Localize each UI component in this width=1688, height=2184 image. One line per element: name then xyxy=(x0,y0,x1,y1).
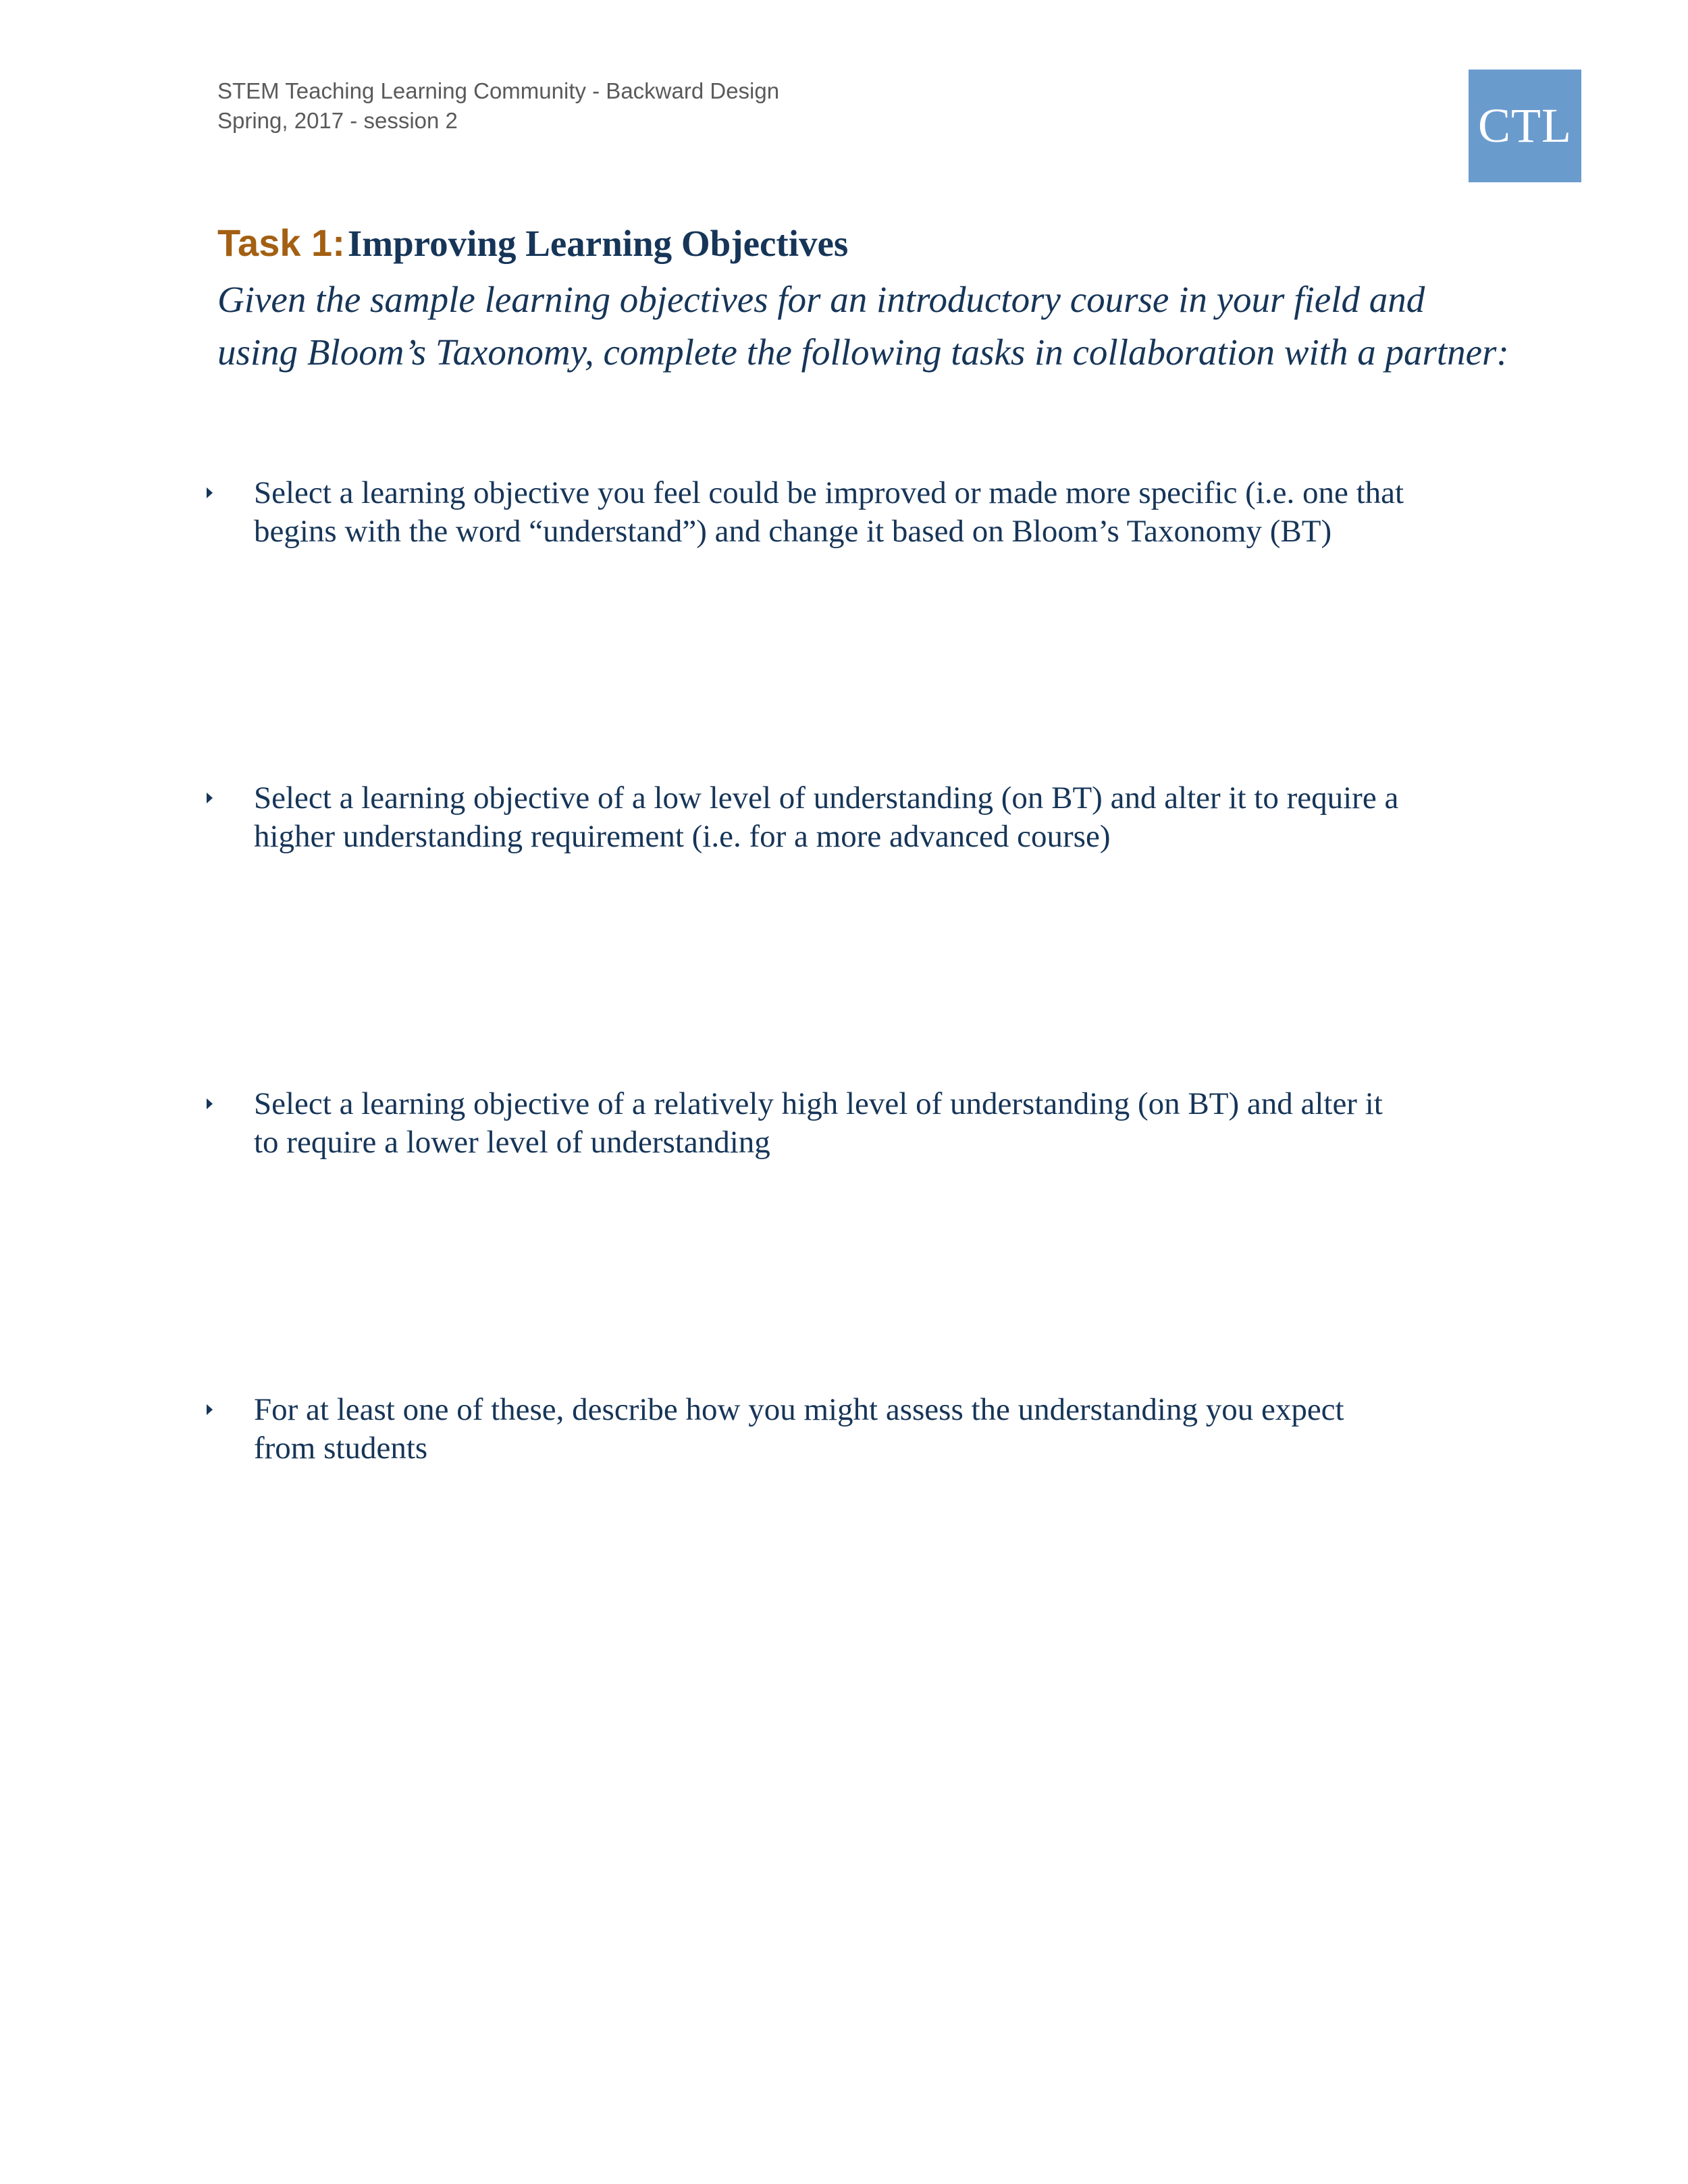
task-item-line: begins with the word “understand”) and change it based on Bloom’s Taxonomy (BT) xyxy=(254,514,1332,549)
bullet-arrow-icon xyxy=(207,793,213,803)
bullet-arrow-icon xyxy=(207,487,213,498)
instructions-line: using Bloom’s Taxonomy, complete the following tasks in collaboration with a partner: xyxy=(217,331,1509,373)
instructions-line: Given the sample learning objectives for an introductory course in your field and xyxy=(217,279,1425,320)
task-item-line: Select a learning objective you feel could be improved or made more specific (i.e. one that xyxy=(254,475,1404,510)
task-item-text xyxy=(254,1391,1672,1468)
bullet-arrow-icon xyxy=(207,1404,213,1415)
task-item-line: from students xyxy=(254,1431,428,1466)
task-title xyxy=(217,221,849,264)
task-item-text xyxy=(254,1085,1672,1162)
task-item-line: to require a lower level of understanding xyxy=(254,1125,770,1160)
task-item-text xyxy=(254,779,1672,856)
task-item-line: Select a learning objective of a relatively high level of understanding (on BT) and alter it xyxy=(254,1086,1383,1121)
bullet-arrow-icon xyxy=(207,1098,213,1109)
task-name: Improving Learning Objectives xyxy=(347,223,849,264)
ctl-logo: CTL xyxy=(1469,70,1581,182)
task-item-line: higher understanding requirement (i.e. for a more advanced course) xyxy=(254,819,1111,854)
task-number-label: Task 1: xyxy=(217,221,345,264)
task-instructions xyxy=(217,273,1568,379)
task-item-line: Select a learning objective of a low level of understanding (on BT) and alter it to require a xyxy=(254,780,1399,816)
task-item-line: For at least one of these, describe how you might assess the understanding you expect xyxy=(254,1392,1344,1427)
header-session: Spring, 2017 - session 2 xyxy=(217,108,458,133)
header-course-title: STEM Teaching Learning Community - Backward Design xyxy=(217,78,780,103)
task-item-text xyxy=(254,474,1672,551)
